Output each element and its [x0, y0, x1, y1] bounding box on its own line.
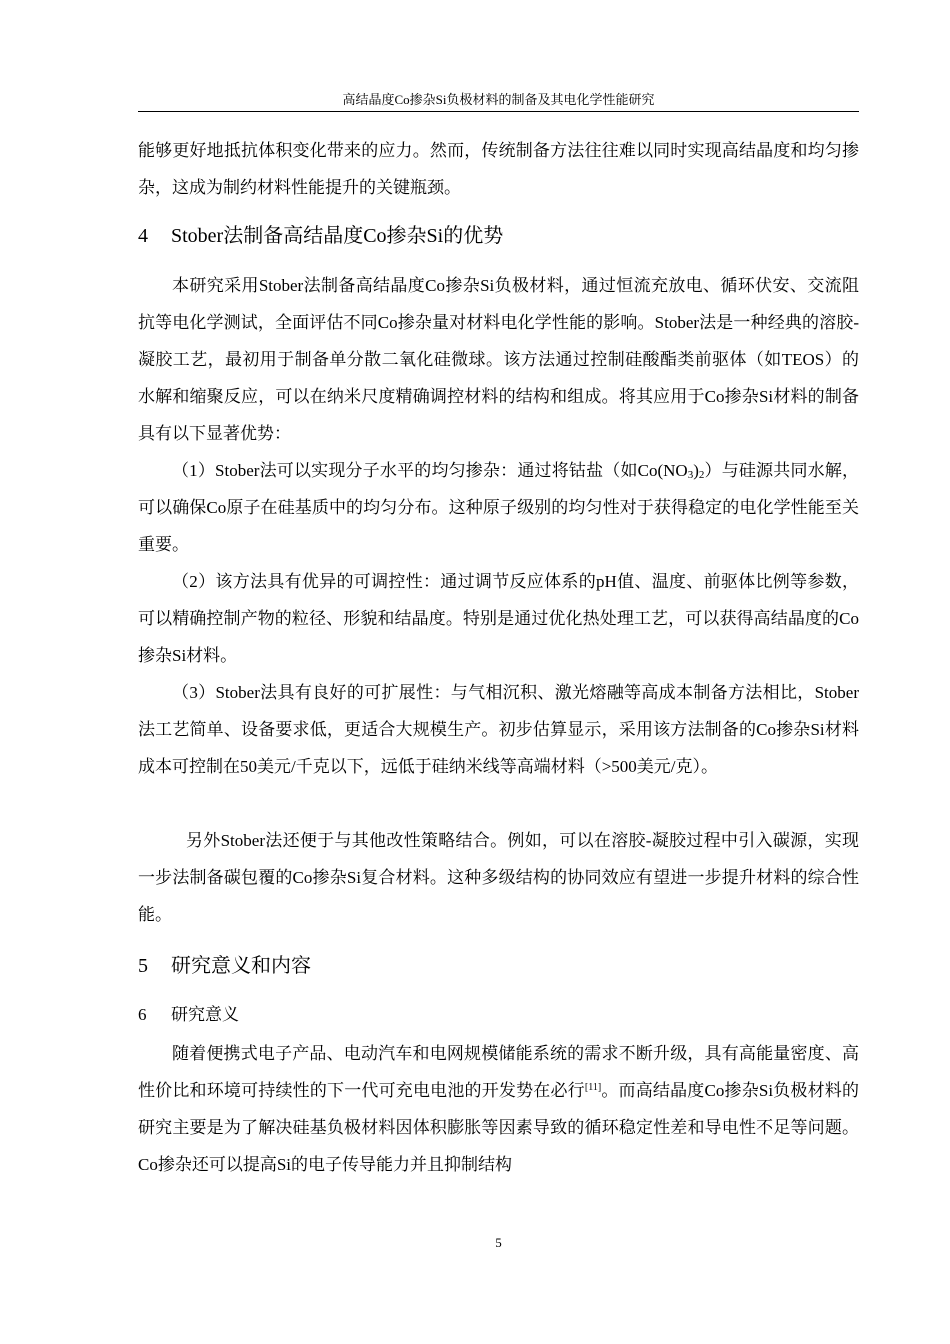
section-4-title: Stober法制备高结晶度Co掺杂Si的优势 [171, 225, 504, 247]
section-6-number: 6 [138, 1005, 147, 1024]
section-4-number: 4 [138, 225, 148, 247]
item-1-subscript-2: 2 [698, 469, 705, 481]
section-6-paragraph [138, 1035, 859, 1183]
item-1-part-b: ) [693, 461, 699, 480]
section-4-heading [138, 222, 503, 250]
section-5-title: 研究意义和内容 [171, 955, 311, 977]
section-6-title: 研究意义 [171, 1005, 239, 1024]
section-5-number: 5 [138, 955, 148, 977]
section-6-heading [138, 1003, 239, 1027]
running-header: 高结晶度Co掺杂Si负极材料的制备及其电化学性能研究 [342, 92, 655, 107]
section-6-text-b: 。而高结晶度Co掺杂Si负极材料的研究主要是为了解决硅基负极材料因体积膨胀等因素导致的循环稳定性差和导电性不足等问题。Co掺杂还可以提高Si的电子传导能力并且抑制结构 [138, 1081, 859, 1174]
section-4-closing-paragraph: 另外Stober法还便于与其他改性策略结合。例如，可以在溶胶-凝胶过程中引入碳源，实现一步法制备碳包覆的Co掺杂Si复合材料。这种多级结构的协同效应有望进一步提升材料的综合性能。 [138, 831, 859, 924]
section-5-heading [138, 952, 311, 980]
section-6-text-a: 随着便携式电子产品、电动汽车和电网规模储能系统的需求不断升级，具有高能量密度、高性价比和环境可持续性的下一代可充电电池的开发势在必行 [138, 1044, 859, 1100]
advantage-item-2: （2）该方法具有优异的可调控性：通过调节反应体系的pH值、温度、前驱体比例等参数，可以精确控制产物的粒径、形貌和结晶度。特别是通过优化热处理工艺，可以获得高结晶度的Co掺杂Si材料。 [138, 572, 859, 665]
section-4-paragraph-1: 本研究采用Stober法制备高结晶度Co掺杂Si负极材料，通过恒流充放电、循环伏安、交流阻抗等电化学测试，全面评估不同Co掺杂量对材料电化学性能的影响。Stober法是一种经典的溶胶-凝胶工艺，最初用于制备单分散二氧化硅微球。该方法通过控制硅酸酯类前驱体（如TEOS）的水解和缩聚反应，可以在纳米尺度精确调控材料的结构和组成。将其应用于Co掺杂Si材料的制备具有以下显著优势： [138, 276, 859, 443]
page-number: 5 [495, 1235, 502, 1250]
intro-paragraph: 能够更好地抵抗体积变化带来的应力。然而，传统制备方法往往难以同时实现高结晶度和均匀掺杂，这成为制约材料性能提升的关键瓶颈。 [138, 141, 859, 197]
header-rule [138, 111, 859, 112]
item-1-part-c: ）与硅源共同水解，可以确保Co原子在硅基质中的均匀分布。这种原子级别的均匀性对于获得稳定的电化学性能至关重要。 [138, 461, 860, 554]
item-1-subscript-3: 3 [687, 469, 694, 481]
item-1-part-a: （1）Stober法可以实现分子水平的均匀掺杂：通过将钴盐（如Co(NO [172, 461, 688, 480]
advantage-item-3: （3）Stober法具有良好的可扩展性：与气相沉积、激光熔融等高成本制备方法相比，Stober法工艺简单、设备要求低，更适合大规模生产。初步估算显示，采用该方法制备的Co掺杂Si材料成本可控制在50美元/千克以下，远低于硅纳米线等高端材料（>500美元/克）。 [138, 683, 859, 776]
citation-11: [11] [584, 1082, 602, 1093]
advantage-item-1 [138, 452, 859, 563]
